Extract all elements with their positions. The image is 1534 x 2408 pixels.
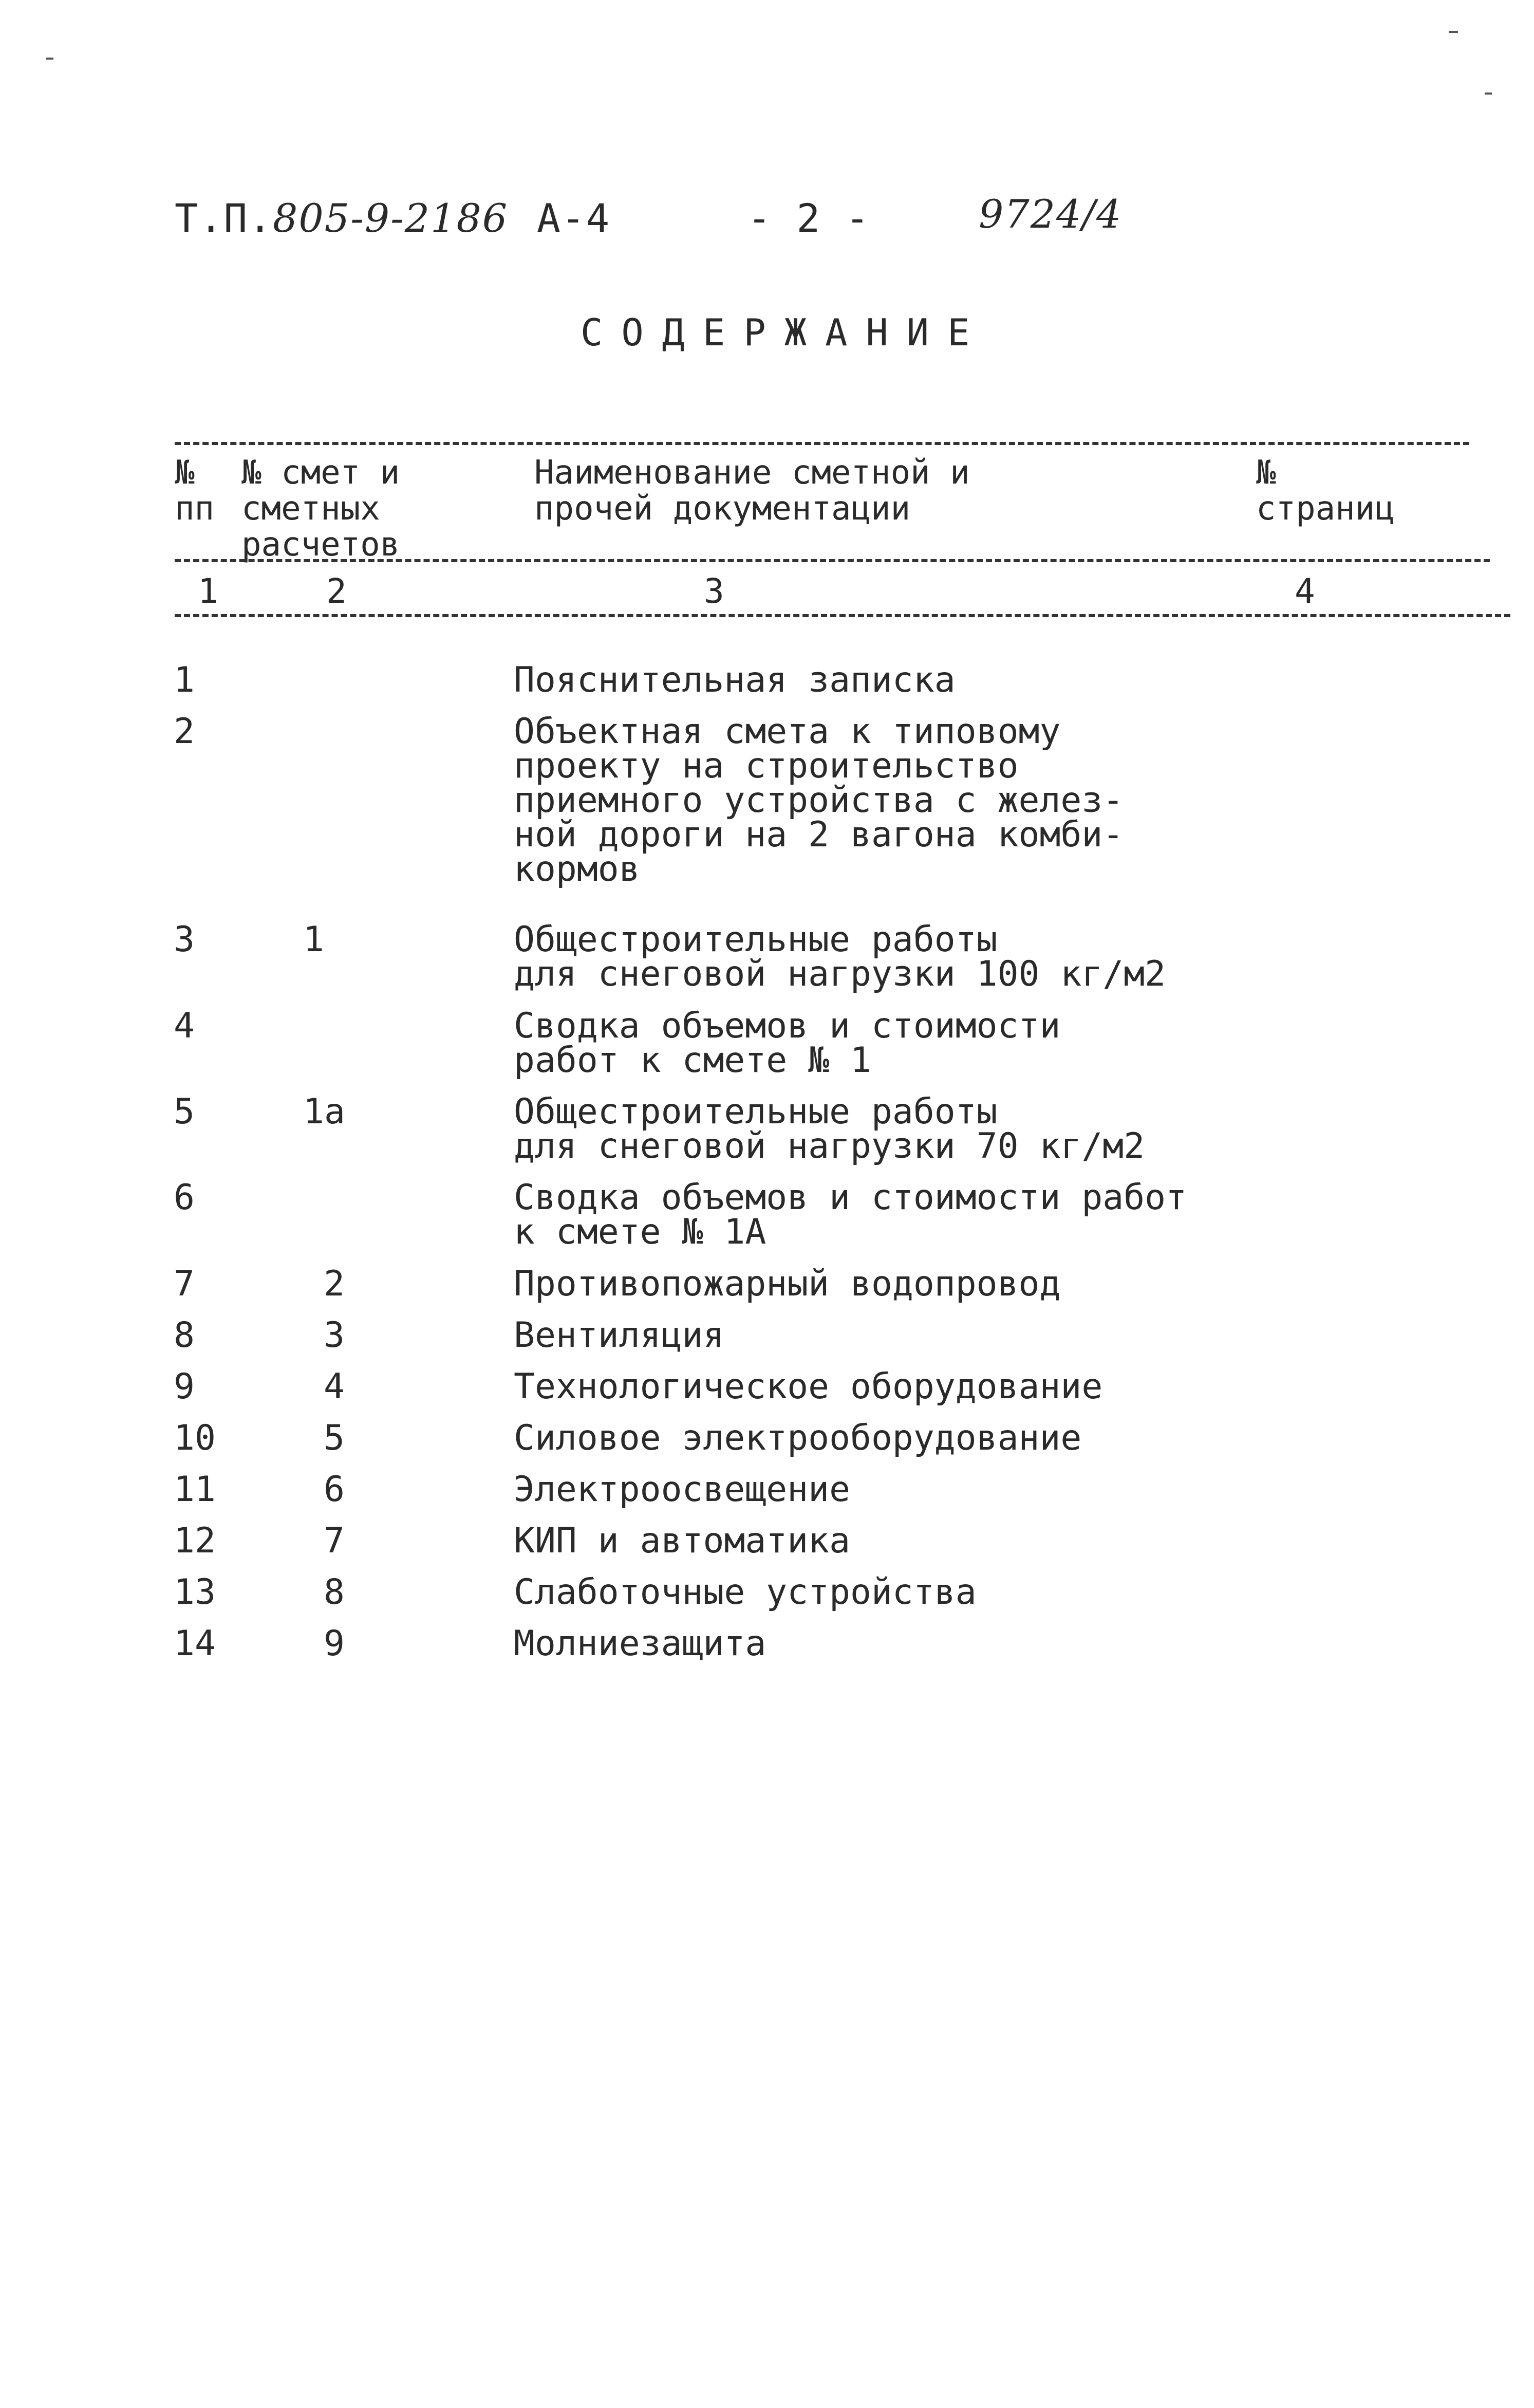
- row-estimate: 1а: [303, 1091, 345, 1132]
- row-estimate: 6: [324, 1469, 345, 1510]
- page-title: СОДЕРЖАНИЕ: [581, 311, 988, 354]
- row-name: Молниезащита: [514, 1623, 766, 1664]
- doc-prefix: Т.П.: [175, 195, 273, 241]
- row-no: 4: [174, 1006, 195, 1046]
- row-no: 1: [174, 660, 195, 700]
- scan-speck: [46, 58, 53, 60]
- row-no: 7: [174, 1264, 195, 1304]
- col4-header: № страниц: [1256, 454, 1395, 528]
- col4-number: 4: [1295, 571, 1315, 611]
- col1-header: № пп: [175, 454, 215, 528]
- scan-speck: [1485, 92, 1492, 95]
- table-bottom-rule: [175, 614, 1510, 617]
- row-estimate: 7: [324, 1521, 345, 1561]
- row-name: КИП и автоматика: [514, 1521, 851, 1561]
- row-no: 5: [174, 1091, 195, 1132]
- header-separator-rule: [175, 559, 1490, 562]
- row-estimate: 4: [324, 1366, 345, 1407]
- row-name: Объектная смета к типовому проекту на строительство приемного устройства с желез- ной дороги на 2 вагона комби- кормов: [514, 711, 1124, 890]
- inventory-number: 9724/4: [979, 191, 1123, 237]
- album-label: А-4: [537, 195, 611, 241]
- row-name: Противопожарный водопровод: [514, 1264, 1061, 1304]
- row-estimate: 3: [324, 1315, 345, 1356]
- row-no: 12: [174, 1521, 216, 1561]
- row-name: Сводка объемов и стоимости работ к смете № 1А: [514, 1177, 1187, 1252]
- row-no: 13: [174, 1572, 216, 1613]
- row-name: Пояснительная записка: [514, 660, 956, 700]
- col1-number: 1: [198, 571, 218, 611]
- col2-header: № смет и сметных расчетов: [241, 454, 400, 564]
- header-doc-id: [175, 195, 508, 241]
- row-estimate: 5: [324, 1418, 345, 1458]
- col2-number: 2: [326, 571, 347, 611]
- row-no: 14: [174, 1623, 216, 1664]
- page-number: - 2 -: [747, 195, 870, 241]
- row-name: Технологическое оборудование: [514, 1366, 1103, 1407]
- row-no: 2: [174, 711, 195, 752]
- row-no: 10: [174, 1418, 216, 1458]
- row-no: 11: [174, 1469, 216, 1510]
- row-name: Сводка объемов и стоимости работ к смете № 1: [514, 1006, 1061, 1081]
- row-estimate: 2: [324, 1264, 345, 1304]
- row-estimate: 8: [324, 1572, 345, 1613]
- row-no: 9: [174, 1366, 195, 1407]
- row-name: Вентиляция: [514, 1315, 724, 1356]
- row-name: Слаботочные устройства: [514, 1572, 977, 1613]
- scan-speck: [1449, 31, 1458, 33]
- table-top-rule: [175, 442, 1469, 445]
- col3-number: 3: [704, 571, 724, 611]
- row-estimate: 9: [324, 1623, 345, 1664]
- row-name: Электроосвещение: [514, 1469, 851, 1510]
- row-name: Общестроительные работы для снеговой нагрузки 70 кг/м2: [514, 1091, 1145, 1166]
- row-name: Общестроительные работы для снеговой нагрузки 100 кг/м2: [514, 919, 1166, 994]
- row-estimate: 1: [303, 919, 324, 960]
- row-no: 8: [174, 1315, 195, 1356]
- col3-header: Наименование сметной и прочей документации: [534, 454, 970, 528]
- row-no: 3: [174, 919, 195, 960]
- row-name: Силовое электрооборудование: [514, 1418, 1082, 1458]
- doc-number: 805-9-2186: [273, 195, 509, 241]
- row-no: 6: [174, 1177, 195, 1218]
